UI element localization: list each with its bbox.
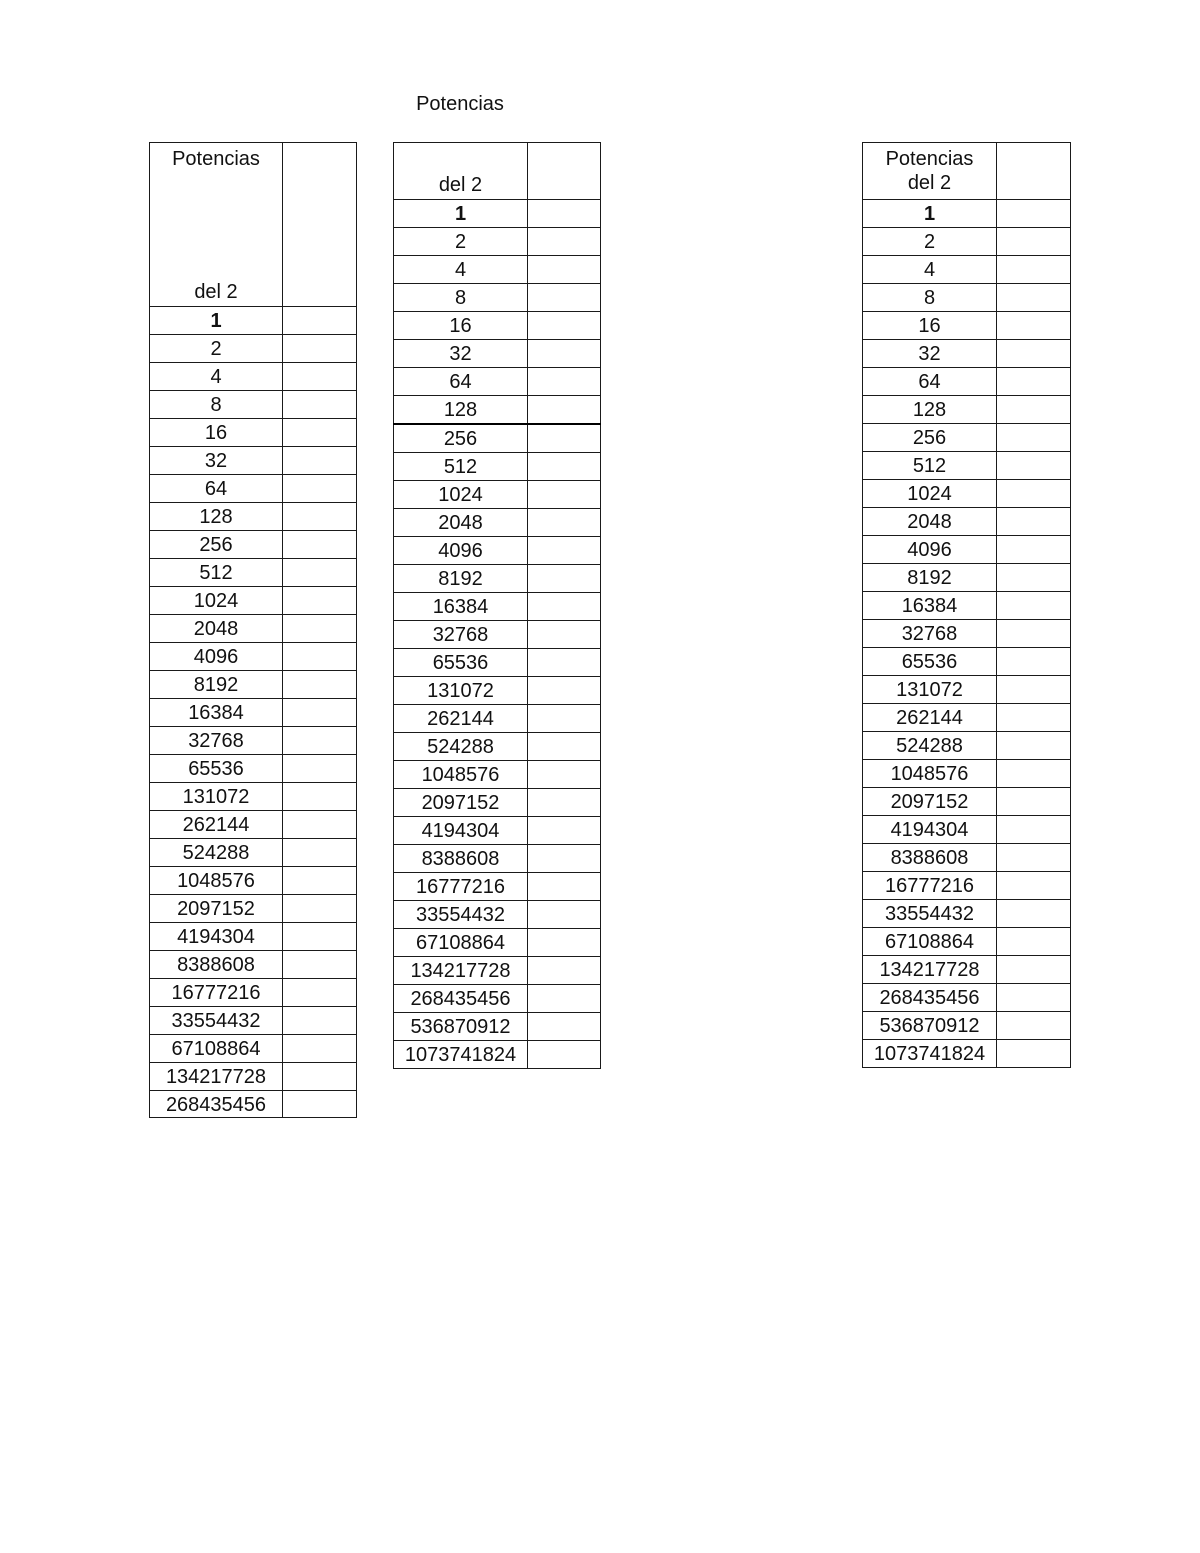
power-value-cell: 131072 xyxy=(150,783,283,811)
power-value-cell: 16777216 xyxy=(863,872,997,900)
power-value-cell: 32 xyxy=(394,340,528,368)
table-row xyxy=(394,453,601,481)
table-row xyxy=(394,649,601,677)
empty-cell xyxy=(997,788,1071,816)
empty-cell xyxy=(283,951,357,979)
table-row xyxy=(394,481,601,509)
table-row xyxy=(150,419,357,447)
table-row xyxy=(863,732,1071,760)
power-value-cell: 1073741824 xyxy=(394,1041,528,1069)
table-row xyxy=(394,1041,601,1069)
empty-cell xyxy=(528,256,601,284)
empty-cell xyxy=(528,509,601,537)
power-value-cell: 32 xyxy=(863,340,997,368)
empty-cell xyxy=(283,559,357,587)
empty-cell xyxy=(283,783,357,811)
empty-cell xyxy=(528,705,601,733)
power-value-cell: 16384 xyxy=(394,593,528,621)
empty-cell xyxy=(283,1091,357,1118)
table-row xyxy=(863,1012,1071,1040)
power-value-cell: 1 xyxy=(150,307,283,335)
power-value-cell: 4 xyxy=(150,363,283,391)
empty-cell xyxy=(997,143,1071,200)
empty-cell xyxy=(528,481,601,509)
table-row xyxy=(863,844,1071,872)
empty-cell xyxy=(528,957,601,985)
power-value-cell: 512 xyxy=(394,453,528,481)
table-row xyxy=(863,872,1071,900)
table-row xyxy=(394,312,601,340)
table-row xyxy=(863,648,1071,676)
empty-cell xyxy=(997,508,1071,536)
empty-cell xyxy=(997,760,1071,788)
empty-cell xyxy=(997,228,1071,256)
table-row xyxy=(394,256,601,284)
table-row xyxy=(394,901,601,929)
table-row xyxy=(394,368,601,396)
empty-cell xyxy=(528,368,601,396)
empty-cell xyxy=(283,671,357,699)
table-row xyxy=(863,284,1071,312)
table-row xyxy=(863,508,1071,536)
empty-cell xyxy=(997,816,1071,844)
empty-cell xyxy=(283,475,357,503)
page-title: Potencias xyxy=(416,93,504,115)
power-value-cell: 1024 xyxy=(394,481,528,509)
table-row xyxy=(394,200,601,228)
power-value-cell: 536870912 xyxy=(394,1013,528,1041)
power-value-cell: 8388608 xyxy=(150,951,283,979)
power-value-cell: 8 xyxy=(394,284,528,312)
table-row xyxy=(863,228,1071,256)
table-row xyxy=(394,1013,601,1041)
table-row xyxy=(150,363,357,391)
table-row xyxy=(863,760,1071,788)
power-value-cell: 524288 xyxy=(863,732,997,760)
power-value-cell: 512 xyxy=(150,559,283,587)
empty-cell xyxy=(997,648,1071,676)
table-row xyxy=(863,340,1071,368)
empty-cell xyxy=(528,985,601,1013)
empty-cell xyxy=(997,312,1071,340)
empty-cell xyxy=(528,1013,601,1041)
power-value-cell: 4 xyxy=(394,256,528,284)
table-row xyxy=(863,1040,1071,1068)
empty-cell xyxy=(283,1007,357,1035)
table-row xyxy=(394,761,601,789)
table-row xyxy=(150,1063,357,1091)
power-value-cell: 32 xyxy=(150,447,283,475)
table-row xyxy=(150,531,357,559)
table-row xyxy=(863,480,1071,508)
table-row xyxy=(150,811,357,839)
power-value-cell: 1048576 xyxy=(150,867,283,895)
power-value-cell: 256 xyxy=(394,424,528,453)
power-value-cell: 4096 xyxy=(394,537,528,565)
power-value-cell: 8388608 xyxy=(863,844,997,872)
empty-cell xyxy=(528,565,601,593)
power-value-cell: 4096 xyxy=(150,643,283,671)
table-row xyxy=(394,228,601,256)
header-label-potencias: Potencias xyxy=(885,148,974,170)
table-row xyxy=(394,845,601,873)
power-value-cell: 67108864 xyxy=(863,928,997,956)
power-value-cell: 262144 xyxy=(863,704,997,732)
empty-cell xyxy=(528,396,601,425)
empty-cell xyxy=(283,1035,357,1063)
table-row xyxy=(394,985,601,1013)
empty-cell xyxy=(528,733,601,761)
power-value-cell: 128 xyxy=(150,503,283,531)
empty-cell xyxy=(283,923,357,951)
table-row xyxy=(394,873,601,901)
empty-cell xyxy=(997,676,1071,704)
table-row xyxy=(150,1035,357,1063)
cut-value-text: 268435456 xyxy=(165,1094,267,1116)
header-cell xyxy=(150,143,283,307)
power-value-cell: 4096 xyxy=(863,536,997,564)
empty-cell xyxy=(997,452,1071,480)
power-value-cell: 2097152 xyxy=(150,895,283,923)
table-row xyxy=(863,368,1071,396)
power-value-cell: 8192 xyxy=(863,564,997,592)
power-value-cell: 2 xyxy=(394,228,528,256)
table-row xyxy=(150,755,357,783)
header-label-del-2: del 2 xyxy=(438,174,483,196)
empty-cell xyxy=(283,143,357,307)
empty-cell xyxy=(528,817,601,845)
table-header-row xyxy=(394,143,601,200)
empty-cell xyxy=(283,895,357,923)
empty-cell xyxy=(997,704,1071,732)
table-row xyxy=(863,788,1071,816)
table-row xyxy=(150,335,357,363)
power-value-cell: 32768 xyxy=(394,621,528,649)
power-value-cell: 134217728 xyxy=(150,1063,283,1091)
empty-cell xyxy=(283,727,357,755)
power-value-cell: 2097152 xyxy=(394,789,528,817)
power-value-cell: 16777216 xyxy=(150,979,283,1007)
empty-cell xyxy=(528,453,601,481)
power-value-cell: 2 xyxy=(863,228,997,256)
table-row xyxy=(150,923,357,951)
table-row xyxy=(863,704,1071,732)
power-value-cell: 16 xyxy=(863,312,997,340)
power-value-cell: 16 xyxy=(394,312,528,340)
empty-cell xyxy=(283,503,357,531)
table-row xyxy=(394,396,601,425)
power-value-cell: 2097152 xyxy=(863,788,997,816)
header-cell xyxy=(394,143,528,200)
empty-cell xyxy=(283,811,357,839)
power-value-cell: 16384 xyxy=(863,592,997,620)
table-row xyxy=(150,671,357,699)
empty-cell xyxy=(283,391,357,419)
table-row xyxy=(863,984,1071,1012)
table-row xyxy=(150,1007,357,1035)
power-value-cell: 8 xyxy=(863,284,997,312)
power-value-cell: 536870912 xyxy=(863,1012,997,1040)
table-row xyxy=(863,956,1071,984)
empty-cell xyxy=(997,844,1071,872)
table-row xyxy=(150,783,357,811)
header-cell xyxy=(863,143,997,200)
table-row xyxy=(863,620,1071,648)
empty-cell xyxy=(283,615,357,643)
table-row xyxy=(863,676,1071,704)
table-row xyxy=(150,867,357,895)
table-row xyxy=(150,503,357,531)
power-value-cell: 131072 xyxy=(394,677,528,705)
empty-cell xyxy=(528,143,601,200)
table-row xyxy=(394,705,601,733)
empty-cell xyxy=(997,592,1071,620)
table-row xyxy=(394,593,601,621)
power-value-cell: 524288 xyxy=(150,839,283,867)
table-row xyxy=(394,817,601,845)
power-value-cell: 1024 xyxy=(150,587,283,615)
table-row xyxy=(150,643,357,671)
power-value-cell: 32768 xyxy=(150,727,283,755)
power-value-cell: 64 xyxy=(150,475,283,503)
empty-cell xyxy=(283,643,357,671)
table-row xyxy=(150,615,357,643)
header-label-del-2: del 2 xyxy=(194,281,238,303)
power-value-cell: 64 xyxy=(863,368,997,396)
empty-cell xyxy=(528,228,601,256)
power-value-cell: 16384 xyxy=(150,699,283,727)
empty-cell xyxy=(283,447,357,475)
table-row xyxy=(863,256,1071,284)
empty-cell xyxy=(283,867,357,895)
empty-cell xyxy=(528,845,601,873)
empty-cell xyxy=(283,587,357,615)
empty-cell xyxy=(528,312,601,340)
power-value-cell: 262144 xyxy=(394,705,528,733)
empty-cell xyxy=(283,335,357,363)
table-row xyxy=(863,312,1071,340)
power-value-cell: 33554432 xyxy=(150,1007,283,1035)
power-value-cell: 268435456 xyxy=(863,984,997,1012)
empty-cell xyxy=(528,284,601,312)
table-row xyxy=(394,424,601,453)
power-value-cell: 8192 xyxy=(394,565,528,593)
table-row xyxy=(394,677,601,705)
table-row xyxy=(150,727,357,755)
empty-cell xyxy=(997,480,1071,508)
table-row xyxy=(150,475,357,503)
table-row xyxy=(150,307,357,335)
empty-cell xyxy=(528,901,601,929)
table-row xyxy=(863,396,1071,424)
power-value-cell: 256 xyxy=(863,424,997,452)
power-value-cell: 256 xyxy=(150,531,283,559)
table-row xyxy=(394,621,601,649)
empty-cell xyxy=(528,873,601,901)
table-row xyxy=(863,536,1071,564)
table-row xyxy=(394,733,601,761)
power-value-cell: 1048576 xyxy=(394,761,528,789)
table-row xyxy=(150,979,357,1007)
power-value-cell: 16 xyxy=(150,419,283,447)
table-row xyxy=(150,587,357,615)
power-value-cell: 1 xyxy=(394,200,528,228)
table-row xyxy=(863,424,1071,452)
empty-cell xyxy=(283,839,357,867)
empty-cell xyxy=(997,368,1071,396)
power-value-cell: 128 xyxy=(394,396,528,425)
table-row xyxy=(863,452,1071,480)
empty-cell xyxy=(997,564,1071,592)
table-row xyxy=(150,895,357,923)
powers-table-middle xyxy=(393,142,601,1069)
empty-cell xyxy=(283,1063,357,1091)
table-row xyxy=(863,200,1071,228)
power-value-cell: 33554432 xyxy=(863,900,997,928)
empty-cell xyxy=(997,732,1071,760)
empty-cell xyxy=(528,621,601,649)
power-value-cell: 4194304 xyxy=(863,816,997,844)
empty-cell xyxy=(283,755,357,783)
power-value-cell: 33554432 xyxy=(394,901,528,929)
empty-cell xyxy=(528,929,601,957)
empty-cell xyxy=(528,340,601,368)
empty-cell xyxy=(997,424,1071,452)
table-row xyxy=(394,957,601,985)
power-value-cell: 1 xyxy=(863,200,997,228)
power-value-cell: 134217728 xyxy=(394,957,528,985)
power-value-cell: 268435456 xyxy=(394,985,528,1013)
power-value-cell: 65536 xyxy=(394,649,528,677)
power-value-cell-cut xyxy=(150,1091,283,1118)
table-row xyxy=(863,592,1071,620)
empty-cell xyxy=(283,699,357,727)
power-value-cell: 512 xyxy=(863,452,997,480)
empty-cell xyxy=(997,928,1071,956)
table-row xyxy=(863,564,1071,592)
power-value-cell: 4194304 xyxy=(150,923,283,951)
empty-cell xyxy=(528,761,601,789)
empty-cell xyxy=(997,536,1071,564)
power-value-cell: 16777216 xyxy=(394,873,528,901)
empty-cell xyxy=(997,340,1071,368)
empty-cell xyxy=(283,419,357,447)
table-row-cut xyxy=(150,1091,357,1118)
table-row xyxy=(394,565,601,593)
table-row xyxy=(863,928,1071,956)
table-row xyxy=(863,816,1071,844)
empty-cell xyxy=(997,256,1071,284)
power-value-cell: 8388608 xyxy=(394,845,528,873)
empty-cell xyxy=(997,872,1071,900)
empty-cell xyxy=(997,1040,1071,1068)
power-value-cell: 2 xyxy=(150,335,283,363)
power-value-cell: 67108864 xyxy=(394,929,528,957)
empty-cell xyxy=(997,284,1071,312)
table-row xyxy=(150,559,357,587)
power-value-cell: 32768 xyxy=(863,620,997,648)
header-label-potencias: Potencias xyxy=(172,148,260,170)
header-label-del-2: del 2 xyxy=(907,172,952,194)
empty-cell xyxy=(528,789,601,817)
empty-cell xyxy=(528,1041,601,1069)
power-value-cell: 67108864 xyxy=(150,1035,283,1063)
empty-cell xyxy=(283,979,357,1007)
empty-cell xyxy=(528,593,601,621)
empty-cell xyxy=(528,424,601,453)
power-value-cell: 2048 xyxy=(394,509,528,537)
power-value-cell: 64 xyxy=(394,368,528,396)
empty-cell xyxy=(997,200,1071,228)
empty-cell xyxy=(283,363,357,391)
empty-cell xyxy=(528,537,601,565)
table-row xyxy=(394,284,601,312)
table-row xyxy=(863,900,1071,928)
powers-table-left xyxy=(149,142,357,1118)
empty-cell xyxy=(997,984,1071,1012)
power-value-cell: 131072 xyxy=(863,676,997,704)
power-value-cell: 8 xyxy=(150,391,283,419)
empty-cell xyxy=(997,1012,1071,1040)
power-value-cell: 1048576 xyxy=(863,760,997,788)
power-value-cell: 524288 xyxy=(394,733,528,761)
empty-cell xyxy=(997,900,1071,928)
power-value-cell: 65536 xyxy=(150,755,283,783)
power-value-cell: 2048 xyxy=(863,508,997,536)
empty-cell xyxy=(528,677,601,705)
power-value-cell: 128 xyxy=(863,396,997,424)
power-value-cell: 65536 xyxy=(863,648,997,676)
table-row xyxy=(150,839,357,867)
table-row xyxy=(150,699,357,727)
table-row xyxy=(394,929,601,957)
power-value-cell: 1024 xyxy=(863,480,997,508)
power-value-cell: 2048 xyxy=(150,615,283,643)
table-row xyxy=(150,447,357,475)
empty-cell xyxy=(283,307,357,335)
empty-cell xyxy=(997,620,1071,648)
table-header-row xyxy=(863,143,1071,200)
table-row xyxy=(150,951,357,979)
power-value-cell: 134217728 xyxy=(863,956,997,984)
table-row xyxy=(394,340,601,368)
empty-cell xyxy=(528,649,601,677)
table-row xyxy=(150,391,357,419)
powers-table-right xyxy=(862,142,1071,1068)
power-value-cell: 4 xyxy=(863,256,997,284)
power-value-cell: 1073741824 xyxy=(863,1040,997,1068)
empty-cell xyxy=(997,956,1071,984)
table-row xyxy=(394,789,601,817)
table-row xyxy=(394,537,601,565)
table-row xyxy=(394,509,601,537)
power-value-cell: 262144 xyxy=(150,811,283,839)
empty-cell xyxy=(528,200,601,228)
empty-cell xyxy=(283,531,357,559)
empty-cell xyxy=(997,396,1071,424)
power-value-cell: 4194304 xyxy=(394,817,528,845)
power-value-cell: 8192 xyxy=(150,671,283,699)
table-header-row xyxy=(150,143,357,307)
